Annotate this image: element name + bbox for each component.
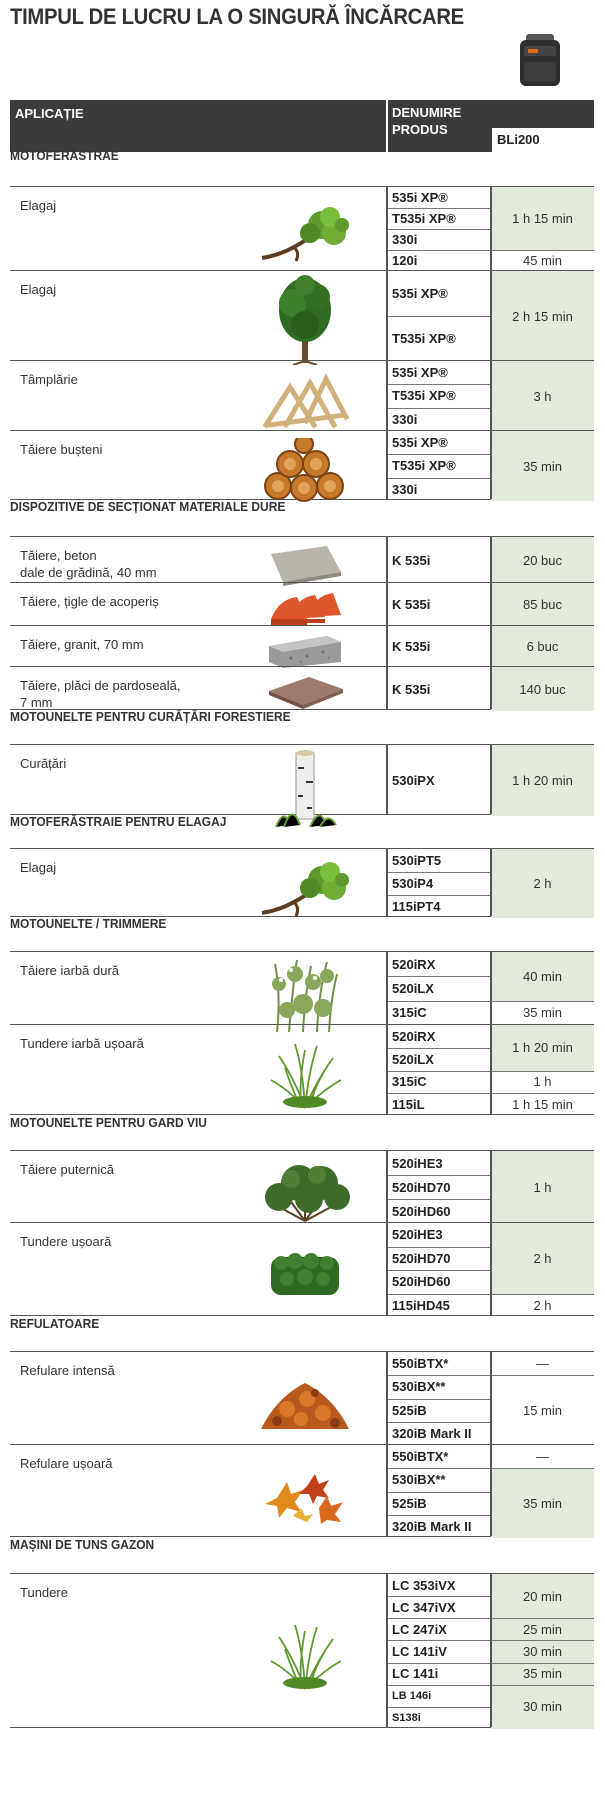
application-group [10,1573,594,1728]
row-divider [386,1071,490,1072]
application-label: Elagaj [20,860,57,875]
application-label: Curățări [20,756,67,771]
column-divider [386,1574,388,1727]
product-name: 320iB Mark II [392,1518,472,1534]
header-product-name: DENUMIRE PRODUS [392,105,462,137]
logs-icon [260,438,350,507]
column-divider [490,1025,492,1114]
product-name: LC 141iV [392,1643,447,1659]
column-divider [386,952,388,1024]
product-name: 520iHD60 [392,1203,451,1219]
application-group [10,1351,594,1444]
application-group [10,1222,594,1316]
column-divider [386,745,388,814]
product-name: LC 347iVX [392,1599,456,1615]
application-group [10,430,594,500]
product-name: 520iHD60 [392,1274,451,1290]
product-name: 520iRX [392,1028,436,1044]
row-divider [386,1093,490,1094]
application-label: Tundere iarbă ușoară [20,1036,144,1051]
row-divider [490,1093,594,1094]
row-divider [386,1515,490,1516]
table-header [10,100,594,152]
row-divider [490,1685,594,1686]
autumn-leaves-icon [257,1468,353,1529]
row-divider [386,1492,490,1493]
section-title: MOTOUNELTE / TRIMMERE [10,916,167,931]
runtime-value: 6 buc [491,626,594,667]
application-label: Tăiere, beton dale de grădină, 40 mm [20,548,157,580]
row-divider [386,1199,490,1200]
product-name: 330i [392,481,418,497]
product-name: 115iPT4 [392,899,441,914]
column-divider [386,361,388,430]
product-name: 535i XP® [392,365,448,381]
column-divider [490,583,492,625]
section-title: REFULATOARE [10,1316,100,1331]
runtime-value: 20 buc [491,537,594,583]
application-label: Elagaj [20,198,57,213]
column-divider [386,187,388,270]
header-divider [386,100,388,152]
runtime-value: — [536,1449,549,1465]
grass-icon [265,1040,345,1115]
row-divider [386,1294,490,1295]
application-label: Tundere ușoară [20,1234,112,1249]
product-name: K 535i [392,681,431,697]
product-name: 120i [392,253,418,268]
product-name: 550iBTX* [392,1449,449,1465]
product-name: 520iLX [392,980,434,996]
product-name: 115iHD45 [392,1297,450,1313]
row-divider [386,1048,490,1049]
application-label: Tăiere iarbă dură [20,963,119,978]
battery-icon [516,32,564,88]
product-name: T535i XP® [392,331,456,346]
row-divider [386,1640,490,1641]
product-name: K 535i [392,639,431,654]
product-name: 520iHE3 [392,1155,443,1171]
application-group [10,666,594,710]
row-divider [386,454,490,455]
product-name: 520iHD70 [392,1179,451,1195]
row-divider [490,1640,594,1641]
row-divider [386,976,490,977]
tree-icon [265,275,345,370]
product-name: 525iB [392,1495,427,1511]
timber-frame-icon [260,371,350,434]
product-name: 315iC [392,1005,427,1021]
runtime-value: 3 h [491,361,594,431]
product-name: K 535i [392,597,431,612]
application-group [10,1150,594,1222]
column-divider [490,271,492,360]
column-divider [490,537,492,582]
application-group [10,582,594,625]
column-divider [490,1445,492,1536]
product-name: 525iB [392,1402,427,1418]
application-label: Refulare ușoară [20,1456,113,1471]
runtime-value: 2 h [491,849,594,918]
runtime-value: 140 buc [491,667,594,711]
product-name: 530iPT5 [392,853,442,868]
product-name: 520iHD70 [392,1250,451,1266]
section-title: DISPOZITIVE DE SECȚIONAT MATERIALE DURE [10,499,286,514]
column-divider [386,849,388,916]
grass-icon [265,1621,345,1696]
runtime-value: 35 min [491,1663,594,1685]
row-divider [490,1468,594,1469]
application-label: Tundere [20,1585,68,1600]
product-name: K 535i [392,552,431,568]
runtime-value: 35 min [491,431,594,501]
column-divider [490,431,492,499]
product-name: 330i [392,232,418,247]
column-divider [386,431,388,499]
runtime-value: 40 min [491,952,594,1001]
row-divider [490,1294,594,1295]
application-label: Tăiere, țigle de acoperiș [20,594,159,609]
application-group [10,1444,594,1537]
runtime-value: — [536,1356,549,1372]
runtime-value: 1 h [533,1074,552,1090]
runtime-value: 35 min [522,1005,563,1021]
application-label: Tăiere bușteni [20,442,103,457]
column-divider [386,626,388,666]
application-group [10,360,594,430]
product-name: 530iPX [392,773,435,788]
row-divider [386,1685,490,1686]
column-divider [490,626,492,666]
column-divider [386,1223,388,1315]
runtime-value: 1 h 20 min [491,1025,594,1071]
row-divider [386,872,490,873]
product-name: 330i [392,411,418,427]
product-name: 530iP4 [392,876,434,891]
column-divider [386,1151,388,1222]
product-name: S138i [392,1711,421,1724]
section-title: MOTOFERĂSTRAIE PENTRU ELAGAJ [10,814,227,829]
row-divider [386,1596,490,1597]
row-divider [490,1663,594,1664]
column-divider [490,745,492,814]
product-name: 535i XP® [392,190,448,205]
runtime-value: 1 h 20 min [491,745,594,816]
row-divider [386,408,490,409]
product-name: T535i XP® [392,211,456,226]
product-name: 520iHE3 [392,1227,443,1243]
application-group [10,186,594,270]
runtime-value: 2 h [533,1297,552,1313]
row-divider [386,1270,490,1271]
row-divider [386,1707,490,1708]
column-divider [490,1223,492,1315]
product-name: 530iBX** [392,1379,446,1395]
application-group [10,1024,594,1115]
product-name: 520iRX [392,956,436,972]
product-name: 320iB Mark II [392,1425,472,1441]
row-divider [386,1618,490,1619]
application-label: Elagaj [20,282,57,297]
runtime-value: 25 min [491,1618,594,1640]
runtime-value: 1 h 15 min [491,187,594,250]
section-title: MOTOUNELTE PENTRU CURĂȚĂRI FORESTIERE [10,709,291,724]
branch-icon [260,858,350,923]
column-divider [386,1445,388,1536]
runtime-value: 30 min [491,1640,594,1662]
row-divider [490,1071,594,1072]
column-divider [386,583,388,625]
application-group [10,951,594,1024]
column-divider [490,1151,492,1222]
row-divider [386,229,490,230]
row-divider [490,250,594,251]
row-divider [386,250,490,251]
column-divider [386,537,388,582]
section-title: MAȘINI DE TUNS GAZON [10,1537,155,1552]
row-divider [386,1001,490,1002]
row-divider [386,1247,490,1248]
application-group [10,848,594,917]
product-name: 550iBTX* [392,1356,449,1372]
row-divider [386,1663,490,1664]
product-name: 520iLX [392,1051,434,1067]
leaf-pile-icon [257,1373,353,1438]
header-battery-model: BLi200 [492,128,594,152]
row-divider [386,895,490,896]
section-title: MOTOFERĂSTRAE [10,148,119,163]
column-divider [386,1352,388,1444]
runtime-value: 20 min [491,1574,594,1618]
column-divider [490,1352,492,1444]
hedge-icon [265,1249,345,1304]
application-group [10,270,594,360]
row-divider [386,1175,490,1176]
product-name: LC 141i [392,1666,439,1682]
application-label: Tăiere, plăci de pardoseală, 7 mm [20,678,181,710]
birch-stump-icon [270,747,340,834]
application-label: Refulare intensă [20,1363,115,1378]
column-divider [490,361,492,430]
runtime-value: 1 h 15 min [512,1097,573,1113]
row-divider [490,1001,594,1002]
application-label: Tâmplărie [20,372,78,387]
product-name: LC 247iX [392,1621,447,1637]
column-divider [490,187,492,270]
page-title: TIMPUL DE LUCRU LA O SINGURĂ ÎNCĂRCARE [10,4,464,29]
column-divider [386,271,388,360]
branch-icon [260,203,350,268]
column-divider [490,667,492,709]
row-divider [386,1468,490,1469]
product-name: 530iBX** [392,1472,446,1488]
bush-icon [259,1159,351,1228]
row-divider [490,1375,594,1376]
row-divider [490,1618,594,1619]
header-application: APLICAȚIE [15,106,84,121]
column-divider [386,1025,388,1114]
product-name: LB 146i [392,1689,432,1702]
section-title: MOTOUNELTE PENTRU GARD VIU [10,1115,207,1130]
row-divider [386,1399,490,1400]
product-name: T535i XP® [392,388,456,404]
runtime-value: 2 h [491,1223,594,1294]
column-divider [490,849,492,916]
product-name: LC 353iVX [392,1577,456,1593]
row-divider [386,478,490,479]
runtime-value: 2 h 15 min [491,271,594,361]
product-name: T535i XP® [392,458,456,474]
column-divider [490,1574,492,1727]
runtime-value: 1 h [491,1151,594,1223]
row-divider [386,384,490,385]
row-divider [386,208,490,209]
application-group [10,536,594,582]
product-name: 535i XP® [392,286,448,301]
runtime-value: 30 min [491,1685,594,1729]
runtime-value: 15 min [522,1402,563,1418]
row-divider [386,1422,490,1423]
runtime-value: 85 buc [491,583,594,626]
application-label: Tăiere, granit, 70 mm [20,637,144,652]
product-name: 315iC [392,1074,427,1090]
runtime-value: 45 min [522,253,563,268]
column-divider [386,667,388,709]
product-name: 115iL [392,1097,425,1113]
column-divider [490,952,492,1024]
row-divider [386,316,490,317]
runtime-value: 35 min [491,1468,594,1538]
application-group [10,744,594,815]
row-divider [386,1375,490,1376]
product-name: 535i XP® [392,435,448,451]
application-label: Tăiere puternică [20,1162,114,1177]
application-group [10,625,594,666]
